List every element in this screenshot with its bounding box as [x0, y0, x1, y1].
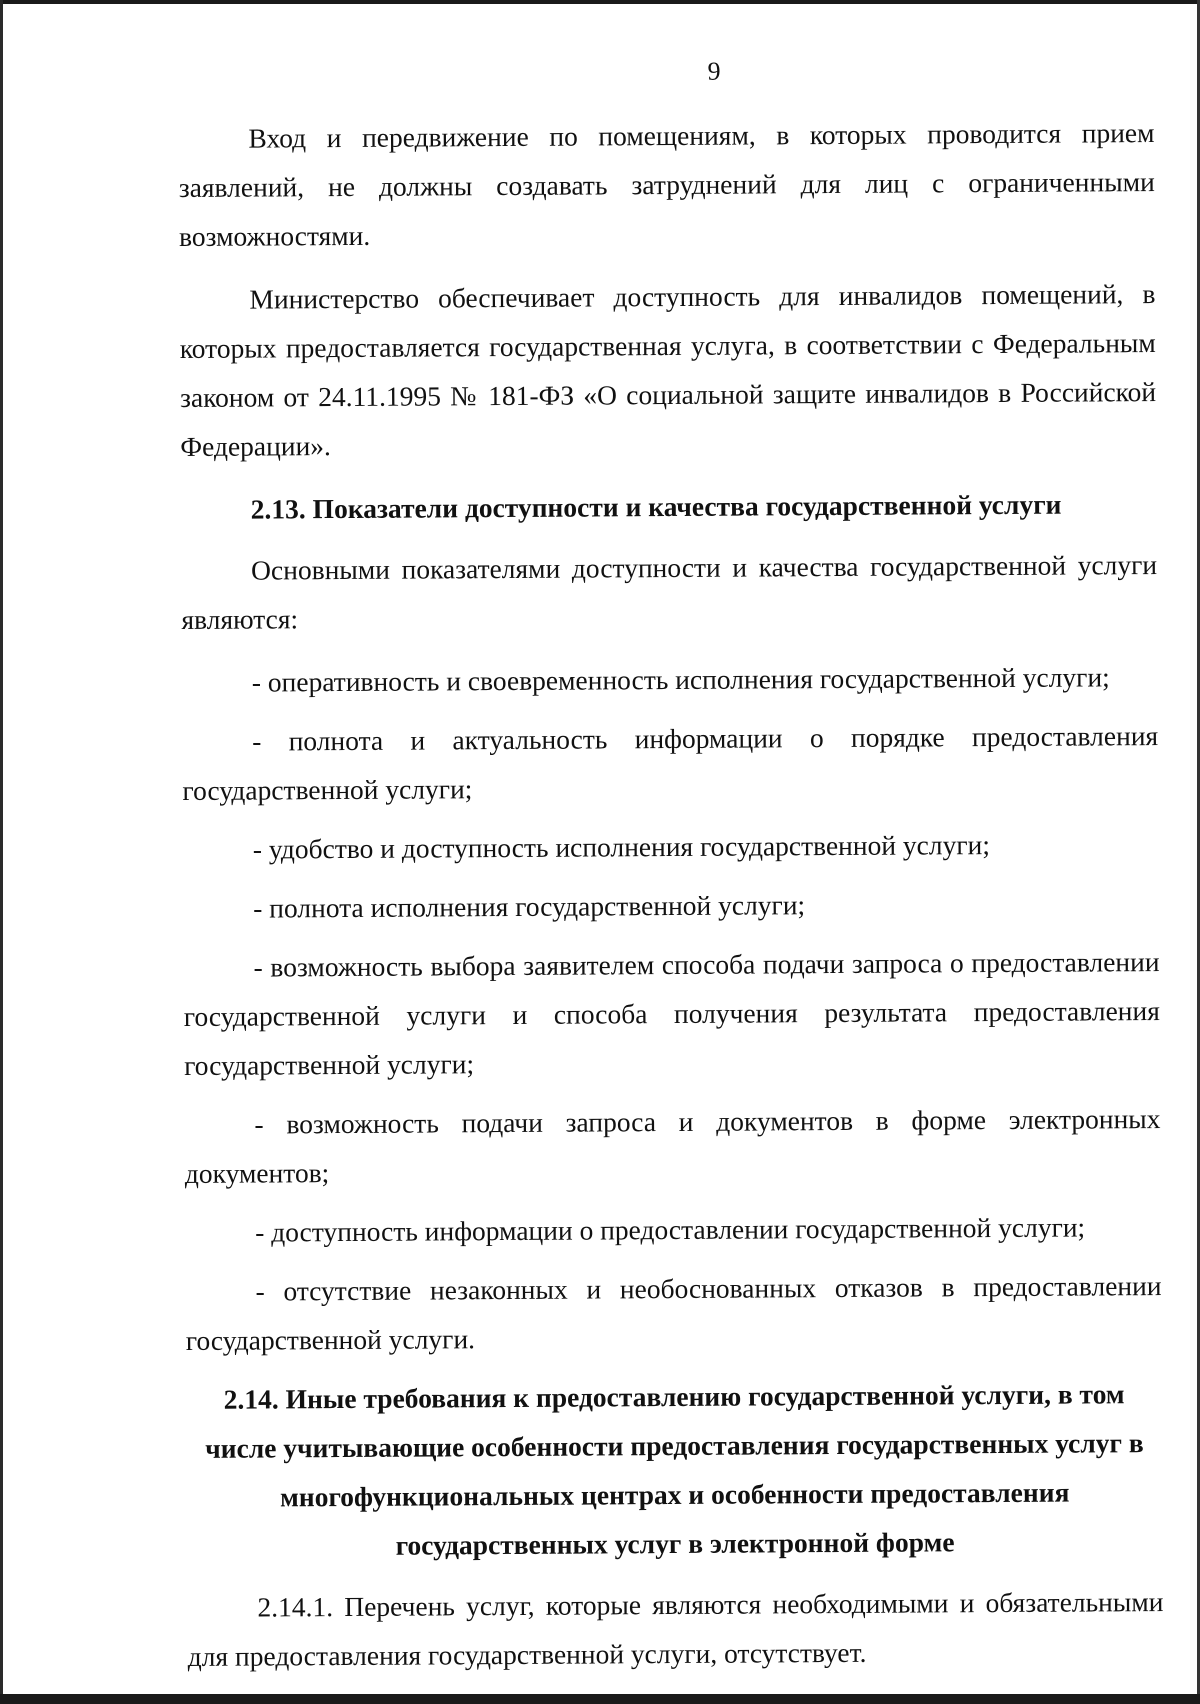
list-item: - полнота и актуальность информации о порядке предоставления государственной услуги;	[182, 720, 1159, 806]
list-item: - удобство и доступность исполнения государственной услуги;	[252, 829, 991, 865]
paragraph-ministry-accessibility: Министерство обеспечивает доступность для инвалидов помещений, в которых предоставляется государственная услуга, в соответствии с Федеральным законом от 24.11.1995 № 181-ФЗ «О социальной защите инвалидов в Российской Федерации».	[179, 278, 1157, 462]
list-item: - доступность информации о предоставлении государственной услуги;	[255, 1211, 1086, 1248]
list-item: - полнота исполнения государственной услуги;	[253, 889, 806, 924]
section-2-13-heading: 2.13. Показатели доступности и качества государственной услуги	[250, 488, 1062, 525]
scan-border-left	[0, 0, 3, 1704]
list-item: - возможность подачи запроса и документов в форме электронных документов;	[184, 1103, 1161, 1189]
list-item: - оперативность и своевременность исполнения государственной услуги;	[251, 661, 1110, 698]
document-page	[178, 54, 1164, 1695]
paragraph-2-14-1: 2.14.1. Перечень услуг, которые являются необходимыми и обязательными для предоставления государственной услуги, отсутствует.	[187, 1586, 1164, 1672]
list-item: - отсутствие незаконных и необоснованных отказов в предоставлении государственной услуги.	[185, 1270, 1162, 1356]
section-2-14-heading: 2.14. Иные требования к предоставлению государственной услуги, в том числе учитывающие особенности предоставления государственных услуг в многофункциональных центрах и особенности предоставления государственных услуг в электронной форме	[205, 1378, 1144, 1561]
paragraph-entry-access: Вход и передвижение по помещениям, в которых проводится прием заявлений, не должны создавать затруднений для лиц с ограниченными возможностями.	[178, 117, 1155, 252]
scan-border-top	[0, 0, 1200, 4]
page-number: 9	[707, 56, 721, 86]
section-2-13-intro: Основными показателями доступности и качества государственной услуги являются:	[181, 549, 1158, 635]
list-item: - возможность выбора заявителем способа подачи запроса о предоставлении государственной услуги и способа получения результата предоставления государственной услуги;	[183, 946, 1160, 1081]
scan-border-bottom	[0, 1694, 1200, 1704]
